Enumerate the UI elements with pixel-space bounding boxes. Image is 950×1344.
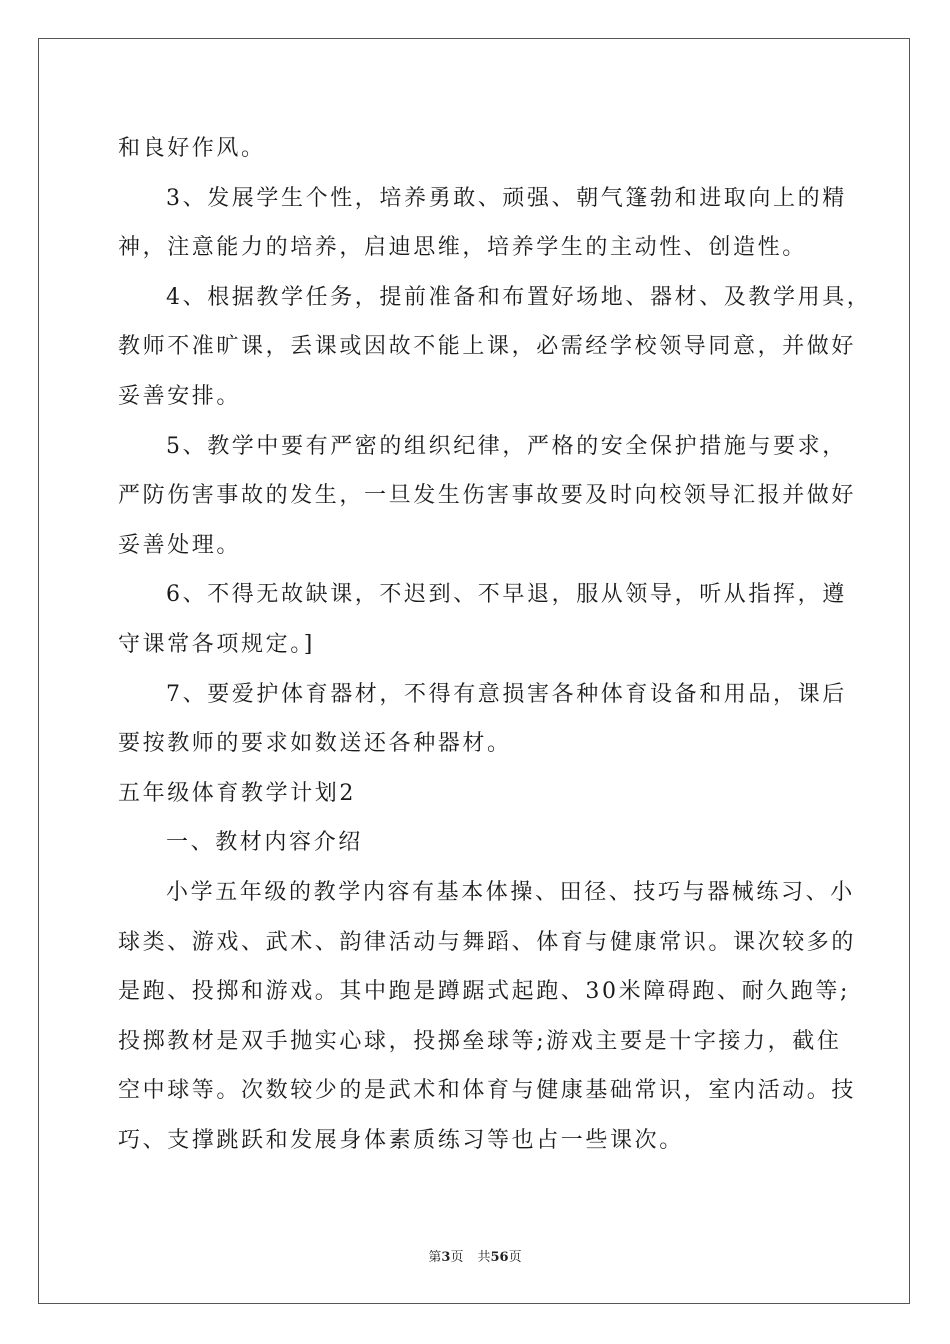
text-line: 巧、支撑跳跃和发展身体素质练习等也占一些课次。 [118, 1127, 684, 1153]
text-line: 是跑、投掷和游戏。其中跑是蹲踞式起跑、30米障碍跑、耐久跑等; [118, 979, 851, 1005]
footer-total-unit: 页 [508, 1250, 522, 1265]
section-heading: 五年级体育教学计划2 [118, 780, 356, 806]
footer-total-prefix: 共 [477, 1250, 491, 1265]
text-line: 7、要爱护体育器材，不得有意损害各种体育设备和用品，课后 [166, 681, 847, 707]
subsection-heading: 一、教材内容介绍 [166, 830, 363, 856]
text-line: 守课常各项规定。] [118, 631, 315, 657]
text-line: 5、教学中要有严密的组织纪律，严格的安全保护措施与要求， [166, 433, 847, 459]
text-line: 神，注意能力的培养，启迪思维，培养学生的主动性、创造性。 [118, 235, 807, 261]
page-footer [0, 1246, 950, 1265]
current-page-number: 3 [441, 1250, 451, 1265]
footer-prefix: 第 [428, 1250, 442, 1265]
text-line: 妥善处理。 [118, 532, 242, 558]
text-line: 3、发展学生个性，培养勇敢、顽强、朝气篷勃和进取向上的精 [166, 185, 847, 211]
text-line: 4、根据教学任务，提前准备和布置好场地、器材、及教学用具， [166, 284, 872, 310]
text-line: 小学五年级的教学内容有基本体操、田径、技巧与器械练习、小 [166, 879, 855, 905]
document-body [118, 124, 872, 1165]
text-line: 投掷教材是双手抛实心球，投掷垒球等;游戏主要是十字接力，截住 [118, 1028, 842, 1054]
text-line: 妥善安排。 [118, 383, 242, 409]
text-line: 空中球等。次数较少的是武术和体育与健康基础常识，室内活动。技 [118, 1078, 857, 1104]
footer-page-unit: 页 [450, 1250, 464, 1265]
text-line: 和良好作风。 [118, 136, 266, 161]
text-line: 球类、游戏、武术、韵律活动与舞蹈、体育与健康常识。课次较多的 [118, 929, 857, 955]
text-line: 教师不准旷课，丢课或因故不能上课，必需经学校领导同意，并做好 [118, 334, 857, 360]
total-page-count: 56 [490, 1250, 509, 1265]
text-line: 要按教师的要求如数送还各种器材。 [118, 731, 512, 757]
text-line: 6、不得无故缺课，不迟到、不早退，服从领导，听从指挥，遵 [166, 582, 847, 608]
text-line: 严防伤害事故的发生，一旦发生伤害事故要及时向校领导汇报并做好 [118, 483, 857, 509]
